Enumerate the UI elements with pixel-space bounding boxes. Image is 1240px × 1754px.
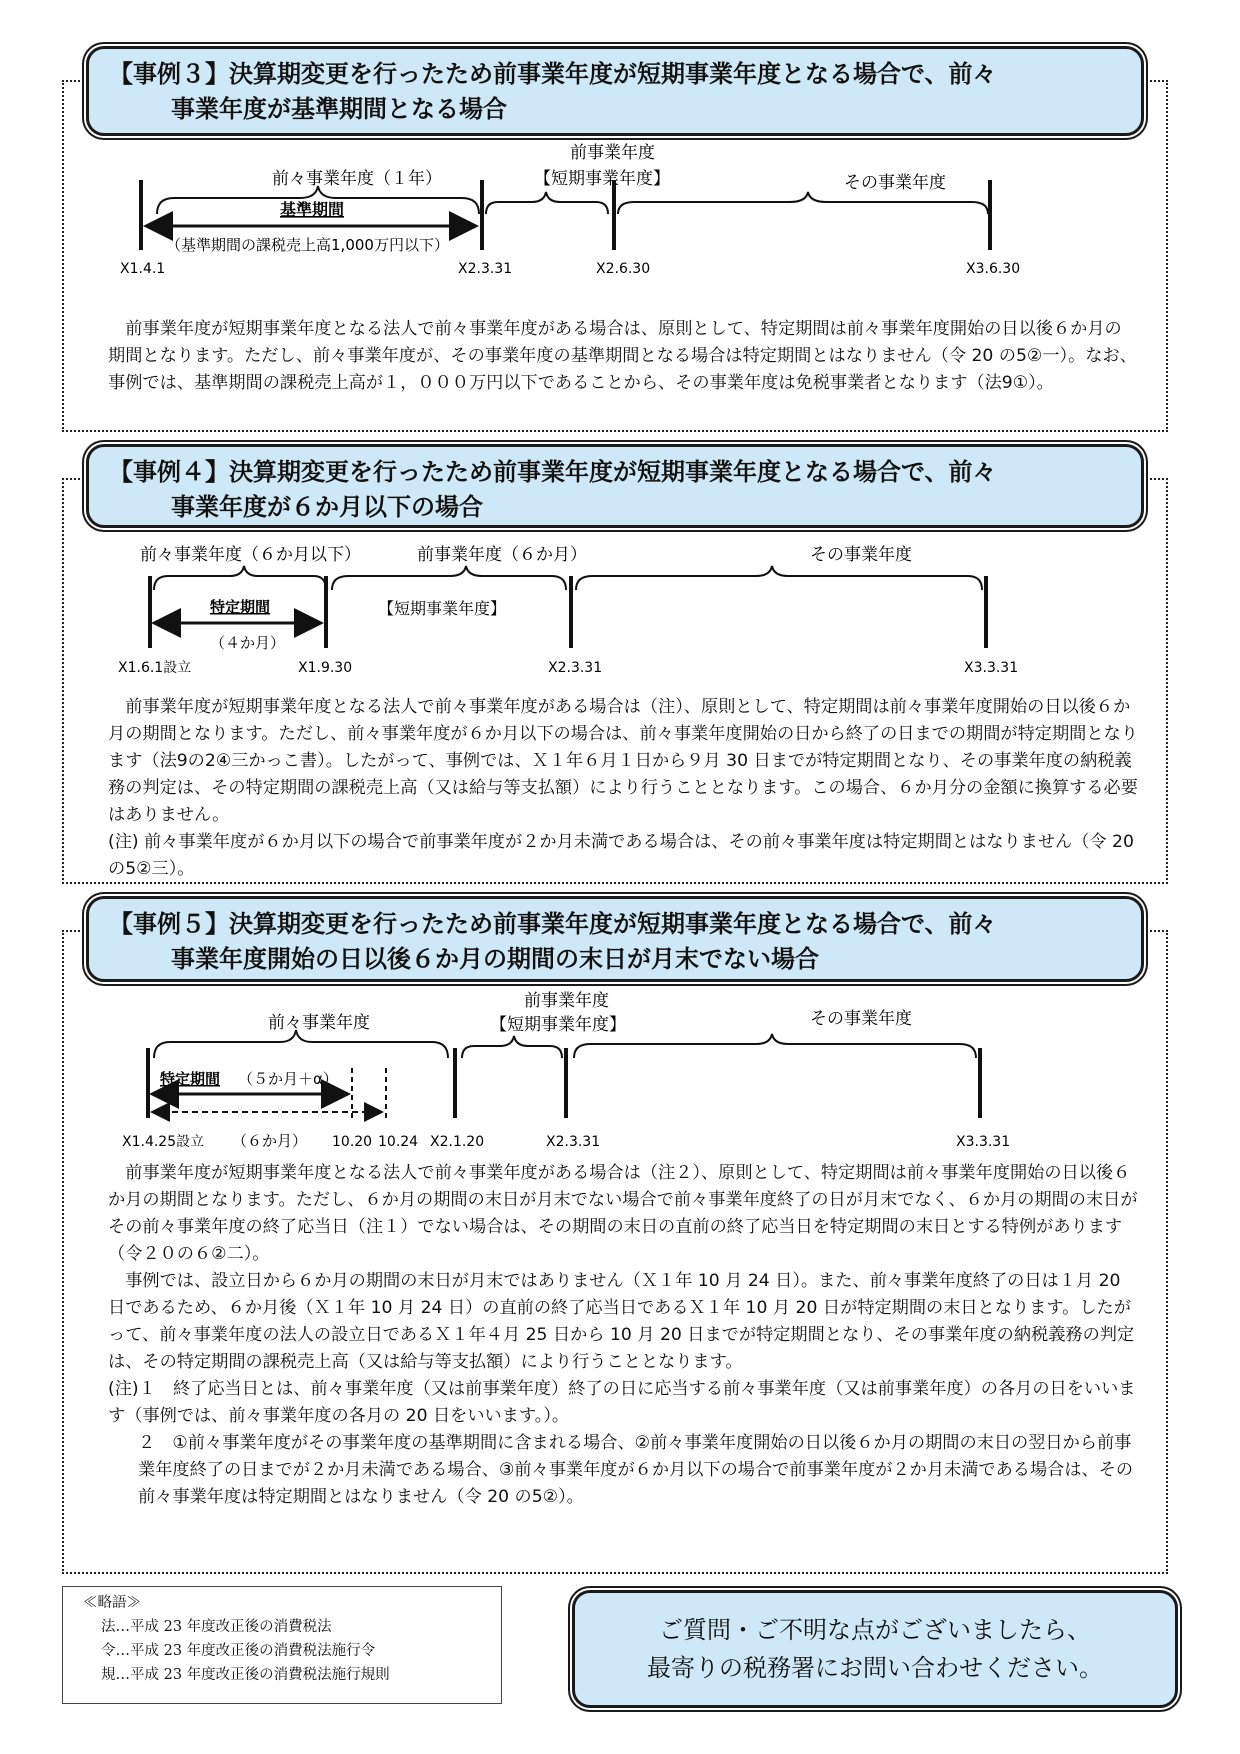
case3-brace-prev xyxy=(486,192,608,214)
case4-date-1: X1.6.1設立 xyxy=(118,660,192,676)
case4-timeline-diagram xyxy=(62,540,1168,690)
case4-title-banner xyxy=(86,444,1144,528)
case5-label-current: その事業年度 xyxy=(810,1009,912,1029)
case5-date-6: X3.3.31 xyxy=(956,1134,1011,1150)
abbreviations-box xyxy=(62,1586,502,1704)
case4-label-specific-period: 特定期間 xyxy=(210,598,271,616)
case3-title-line2: 事業年度が基準期間となる場合 xyxy=(171,95,507,123)
case5-label-prev-line2: 【短期事業年度】 xyxy=(490,1015,626,1035)
case3-brace-current xyxy=(618,192,988,214)
case3-timeline-diagram xyxy=(62,140,1168,310)
case4-title-line2: 事業年度が６か月以下の場合 xyxy=(171,493,483,521)
case3-label-prev-line2: 【短期事業年度】 xyxy=(534,169,670,189)
case4-title-line1: 【事例４】決算期変更を行ったため前事業年度が短期事業年度となる場合で、前々 xyxy=(109,458,997,486)
abbreviation-item: 規…平成 23 年度改正後の消費税法施行規則 xyxy=(101,1667,390,1683)
case3-label-current: その事業年度 xyxy=(844,173,946,193)
case5-title-line1: 【事例５】決算期変更を行ったため前事業年度が短期事業年度となる場合で、前々 xyxy=(109,910,997,938)
case5-brace-prev xyxy=(462,1036,562,1058)
case4-paragraph-text: 前事業年度が短期事業年度となる法人で前々事業年度がある場合は（注）、原則として、特定期間は前々事業年度開始の日以後６か月の期間となります。ただし、前々事業年度が６か月以下の場合は、前々事業年度開始の日から終了の日までの期間が特定期間となります（法9の2④三かっこ書）。したがって、事例では、Ｘ１年６月１日から９月 30 日までが特定期間となり、その事業年度の納税義務の判定は、その特定期間の課税売上高（又は給与等支払額）により行うこととなります。この場合、６か月分の金額に換算する必要はありません。 xyxy=(108,697,1138,825)
case5-note2: ２ ①前々事業年度がその事業年度の基準期間に含まれる場合、②前々事業年度開始の日以後６か月の期間の末日の翌日から前事業年度終了の日までが２か月未満である場合、③前々事業年度が６か月以下の場合で前事業年度が２か月未満である場合は、その前々事業年度は特定期間とはなりません（令 20 の5②）。 xyxy=(138,1433,1134,1507)
case5-label-prevprev: 前々事業年度 xyxy=(268,1013,370,1033)
case4-label-prevprev: 前々事業年度（６か月以下） xyxy=(140,545,361,565)
case4-brace-prev xyxy=(332,566,566,590)
case3-label-base-note: （基準期間の課税売上高1,000万円以下） xyxy=(166,236,449,254)
abbreviations-title: ≪略語≫ xyxy=(83,1595,141,1611)
case5-date-4: X2.1.20 xyxy=(430,1134,485,1150)
case5-paragraph xyxy=(108,1160,1138,1511)
case3-label-prevprev: 前々事業年度（１年） xyxy=(272,169,442,189)
case3-label-prev-line1: 前事業年度 xyxy=(570,143,655,163)
case5-label-plus-alpha: （５か月＋α） xyxy=(238,1070,338,1088)
contact-line1: ご質問・ご不明な点がございましたら、 xyxy=(659,1616,1091,1644)
case5-date-1: X1.4.25設立 xyxy=(122,1134,205,1150)
case3-title-banner xyxy=(86,46,1144,136)
case4-label-current: その事業年度 xyxy=(810,545,912,565)
case3-date-4: X3.6.30 xyxy=(966,261,1021,277)
case5-note1: (注)１ 終了応当日とは、前々事業年度（又は前事業年度）終了の日に応当する前々事業年度（又は前事業年度）の各月の日をいいます（事例では、前々事業年度の各月の 20 日をいいます。）。 xyxy=(108,1379,1136,1426)
case3-date-1: X1.4.1 xyxy=(120,261,166,277)
case5-title-banner xyxy=(86,896,1144,982)
case3-title-line1: 【事例３】決算期変更を行ったため前事業年度が短期事業年度となる場合で、前々 xyxy=(109,60,997,88)
abbreviation-item: 令…平成 23 年度改正後の消費税法施行令 xyxy=(101,1643,376,1659)
case5-title-line2: 事業年度開始の日以後６か月の期間の末日が月末でない場合 xyxy=(171,945,819,973)
case5-label-six-months: （６か月） xyxy=(232,1132,308,1150)
case5-paragraph1-text: 前事業年度が短期事業年度となる法人で前々事業年度がある場合は（注２）、原則として、特定期間は前々事業年度開始の日以後６か月の期間となります。ただし、６か月の期間の末日が月末でない場合で前々事業年度終了の日が月末でなく、６か月の期間の末日がその前々事業年度の終了応当日（注１）でない場合は、その期間の末日の直前の終了応当日を特定期間の末日とする特例があります（令２０の６②二）。 xyxy=(108,1163,1138,1264)
case4-date-4: X3.3.31 xyxy=(964,660,1019,676)
case5-date-5: X2.3.31 xyxy=(546,1134,601,1150)
case5-timeline-diagram xyxy=(62,988,1168,1156)
case5-brace-current xyxy=(574,1034,976,1058)
case3-label-base-period: 基準期間 xyxy=(280,200,345,219)
case4-paragraph xyxy=(108,694,1138,883)
case4-brace-current xyxy=(576,566,982,590)
case3-date-2: X2.3.31 xyxy=(458,261,513,277)
case4-note: (注) 前々事業年度が６か月以下の場合で前事業年度が２か月未満である場合は、その前々事業年度は特定期間とはなりません（令 20 の5②三）。 xyxy=(108,832,1134,879)
case5-label-specific-period: 特定期間 xyxy=(160,1070,221,1088)
abbreviation-item: 法…平成 23 年度改正後の消費税法 xyxy=(101,1619,332,1635)
case4-date-3: X2.3.31 xyxy=(548,660,603,676)
case5-paragraph2-text: 事例では、設立日から６か月の期間の末日が月末ではありません（Ｘ１年 10 月 24 日）。また、前々事業年度終了の日は１月 20 日であるため、６か月後（Ｘ１年 10 月 24 日）の直前の終了応当日であるＸ１年 10 月 20 日が特定期間の末日となります。したがって、前々事業年度の法人の設立日であるＸ１年４月 25 日から 10 月 20 日までが特定期間となり、その事業年度の納税義務の判定は、その特定期間の課税売上高（又は給与等支払額）により行うこととなります。 xyxy=(108,1271,1135,1372)
case3-paragraph xyxy=(108,316,1138,397)
case4-date-2: X1.9.30 xyxy=(298,660,353,676)
case3-date-3: X2.6.30 xyxy=(596,261,651,277)
case3-paragraph-text: 前事業年度が短期事業年度となる法人で前々事業年度がある場合は、原則として、特定期間は前々事業年度開始の日以後６か月の期間となります。ただし、前々事業年度が、その事業年度の基準期間となる場合は特定期間とはなりません（令 20 の5②一）。なお、事例では、基準期間の課税売上高が１，０００万円以下であることから、その事業年度は免税事業者となります（法9①）。 xyxy=(108,319,1137,393)
case4-label-four-months: （４か月） xyxy=(210,634,286,652)
case4-brace-prevprev xyxy=(154,566,326,590)
case5-date-2: 10.20 xyxy=(332,1134,373,1150)
case4-label-short-year: 【短期事業年度】 xyxy=(378,599,507,618)
case4-label-prev: 前事業年度（６か月） xyxy=(417,545,587,565)
contact-line2: 最寄りの税務署にお問い合わせください。 xyxy=(647,1654,1103,1682)
case5-brace-prevprev xyxy=(154,1030,448,1058)
contact-box xyxy=(572,1590,1178,1708)
case5-label-prev-line1: 前事業年度 xyxy=(524,991,609,1011)
case5-date-3: 10.24 xyxy=(378,1134,419,1150)
